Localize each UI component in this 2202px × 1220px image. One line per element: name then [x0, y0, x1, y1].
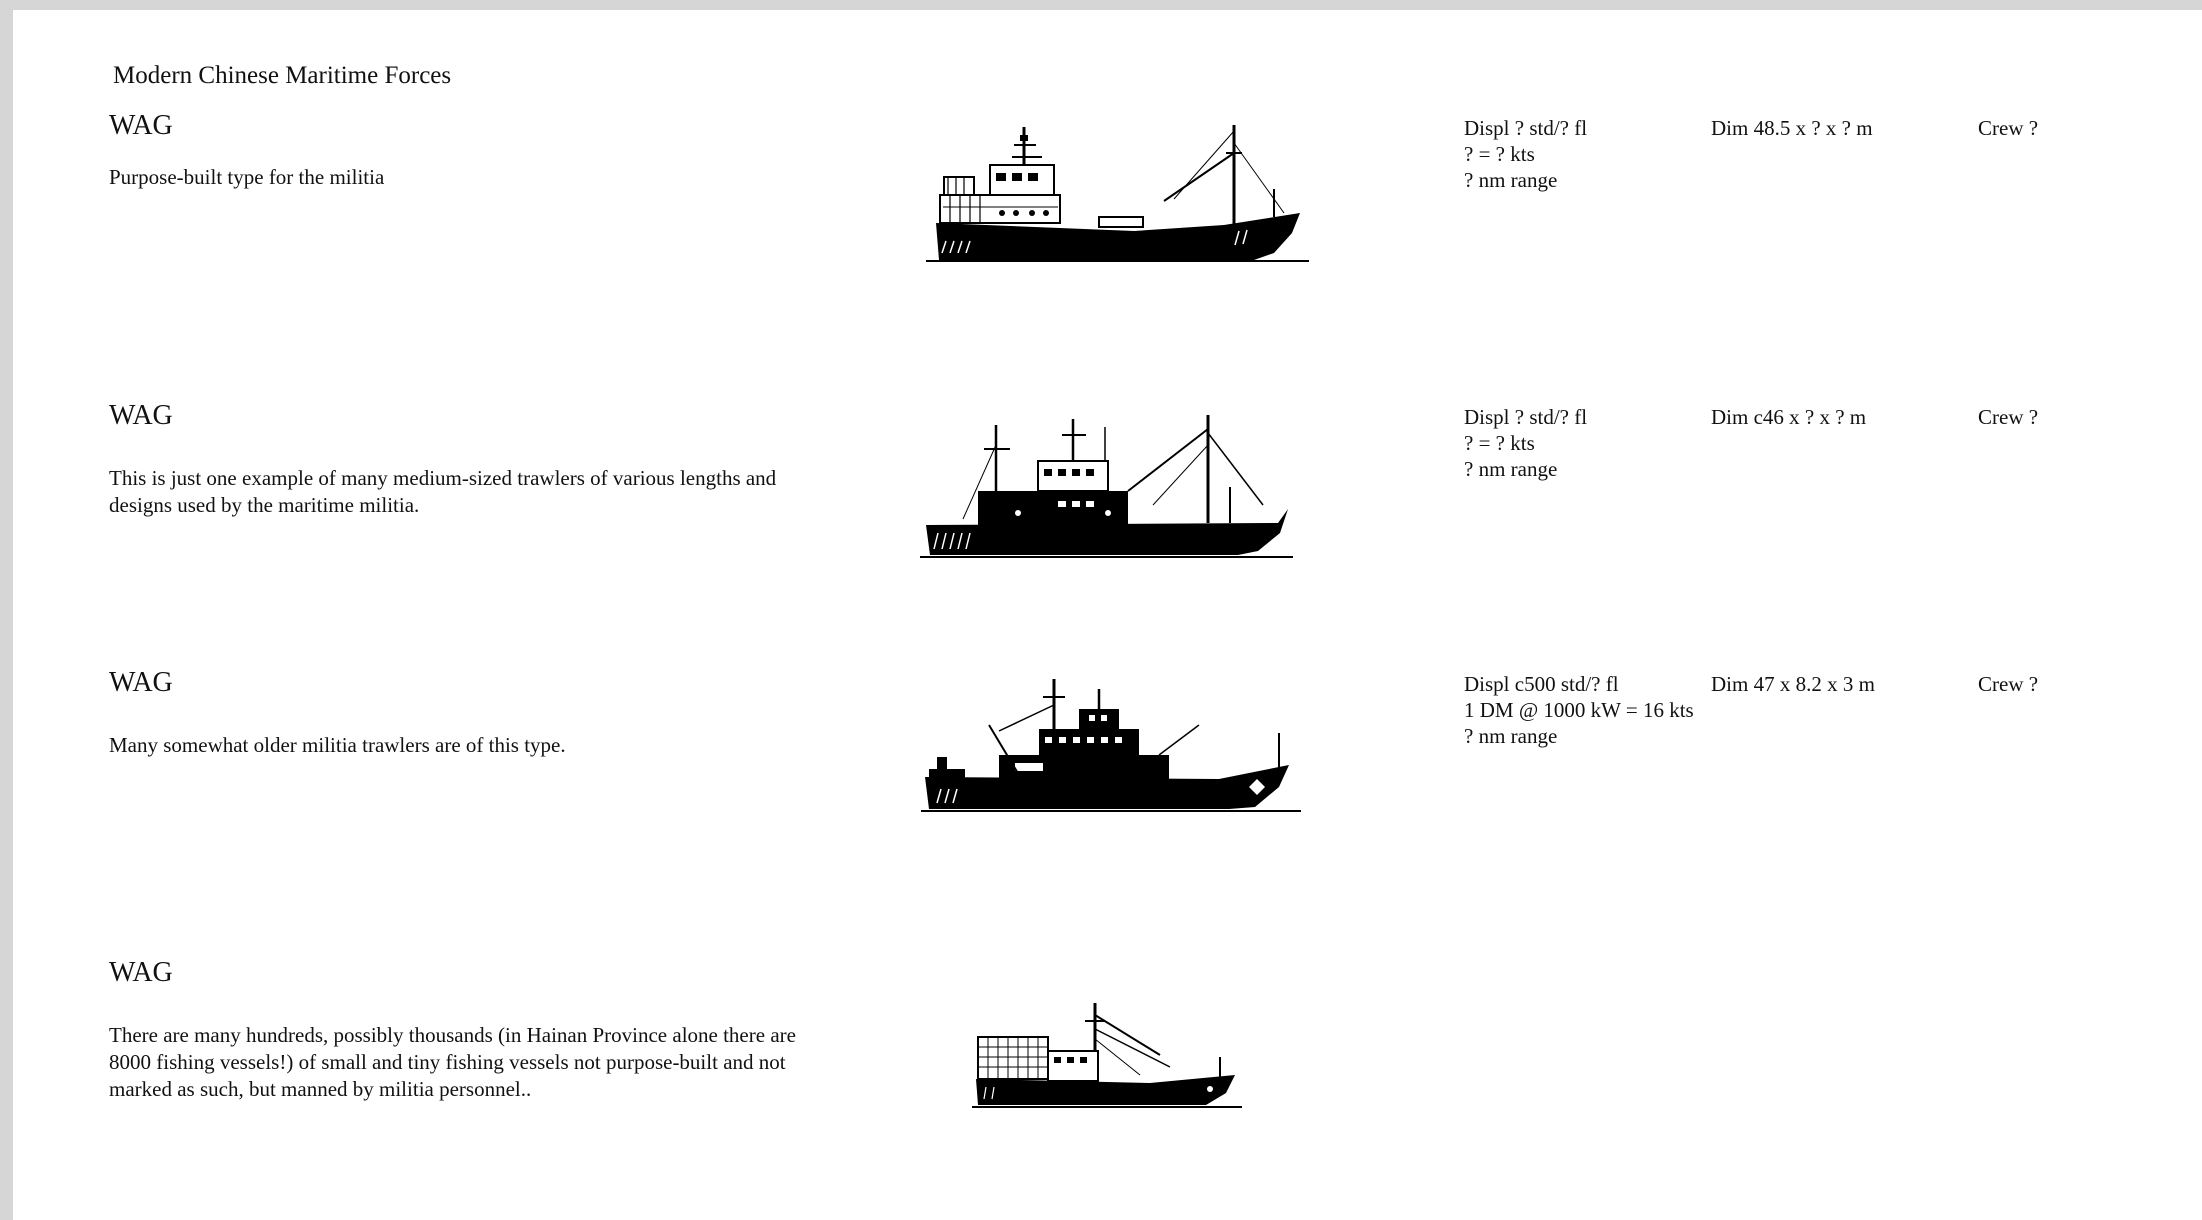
entry-1-range: ? nm range — [1464, 168, 1558, 192]
entry-1-description: Purpose-built type for the militia — [109, 165, 385, 189]
entry-3-displacement: Displ c500 std/? fl — [1464, 672, 1619, 696]
entry-2-range: ? nm range — [1464, 457, 1558, 481]
entry-1-machinery: ? = ? kts — [1464, 142, 1535, 166]
entry-4-title: WAG — [109, 957, 173, 988]
entry-2-description: This is just one example of many medium-sized trawlers of various lengths and designs used by the maritime militia. — [109, 466, 777, 517]
page-title: Modern Chinese Maritime Forces — [113, 62, 452, 89]
entry-3-title: WAG — [109, 667, 173, 698]
entry-3-description: Many somewhat older militia trawlers are of this type. — [109, 733, 566, 757]
entry-3-crew: Crew ? — [1978, 672, 2039, 696]
entry-4-description: There are many hundreds, possibly thousands (in Hainan Province alone there are 8000 fishing vessels!) of small and tiny fishing vessels not purpose-built and not marked as such, but manned by militia personnel.. — [109, 1023, 796, 1101]
entry-2-machinery: ? = ? kts — [1464, 431, 1535, 455]
entry-3-machinery: 1 DM @ 1000 kW = 16 kts — [1464, 698, 1694, 722]
entry-3-dimensions: Dim 47 x 8.2 x 3 m — [1711, 672, 1875, 696]
trawler-profile-drawing-3 — [919, 665, 1309, 820]
trawler-profile-drawing-2 — [918, 405, 1298, 565]
entry-2-crew: Crew ? — [1978, 405, 2039, 429]
entry-2-displacement: Displ ? std/? fl — [1464, 405, 1588, 429]
entry-1-crew: Crew ? — [1978, 116, 2039, 140]
entry-1-title: WAG — [109, 110, 173, 141]
entry-1-displacement: Displ ? std/? fl — [1464, 116, 1588, 140]
trawler-profile-drawing-1 — [924, 113, 1324, 273]
entry-3-range: ? nm range — [1464, 724, 1558, 748]
fishing-vessel-profile-drawing — [970, 995, 1250, 1115]
document-page — [13, 10, 2202, 1220]
entry-2-title: WAG — [109, 400, 173, 431]
entry-2-dimensions: Dim c46 x ? x ? m — [1711, 405, 1867, 429]
entry-1-dimensions: Dim 48.5 x ? x ? m — [1711, 116, 1873, 140]
